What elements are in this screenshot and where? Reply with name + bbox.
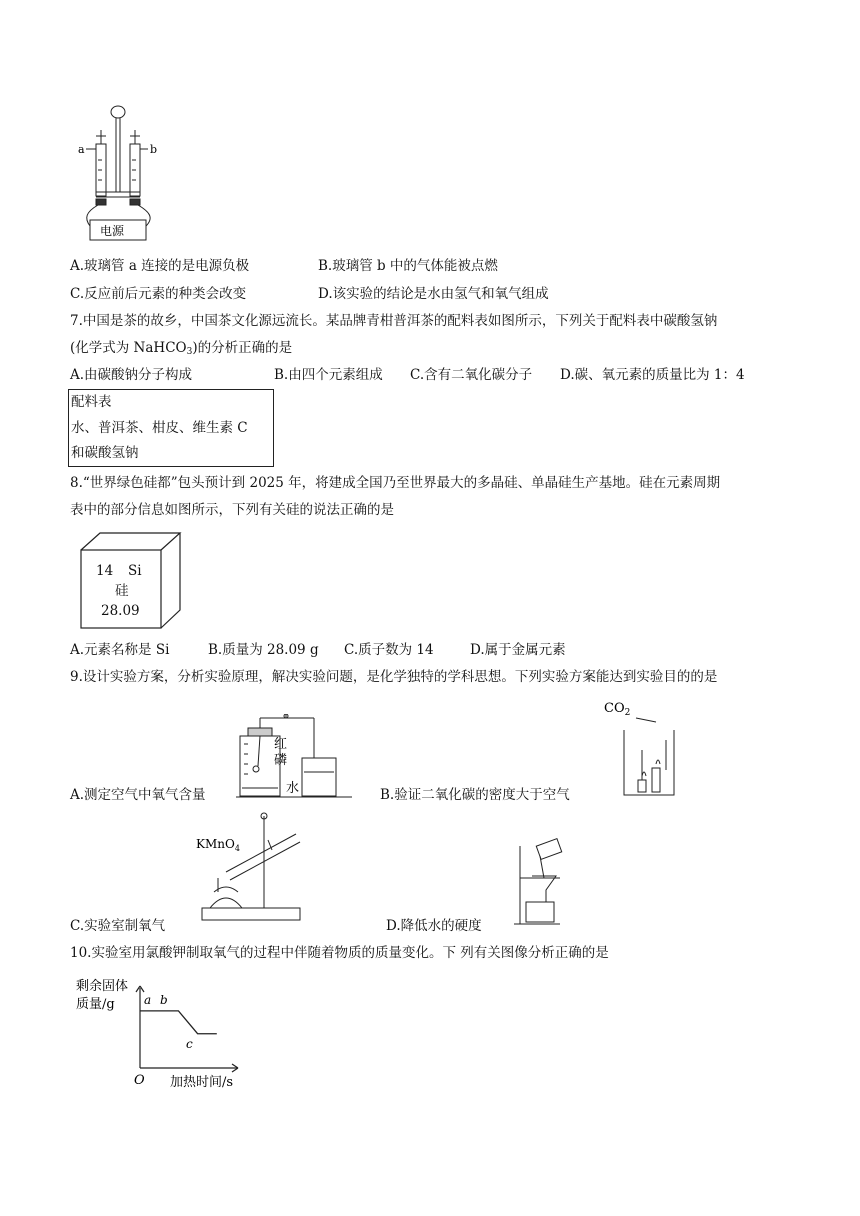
ingredient-list-line1: 水、普洱茶、柑皮、维生素 C xyxy=(71,420,248,436)
q9-option-d: D.降低水的硬度 xyxy=(386,918,482,934)
q7-formula-subscript: 3 xyxy=(186,347,193,357)
filtration-apparatus-figure xyxy=(510,836,576,926)
co2-label-main: CO xyxy=(604,701,625,716)
ingredient-list-box xyxy=(68,389,274,467)
ingredient-list-title: 配料表 xyxy=(71,394,112,410)
tube-b-label: b xyxy=(150,143,158,156)
kmno4-label xyxy=(196,837,240,853)
silicon-element-cell xyxy=(80,532,182,630)
q10-stem: 10.实验室用氯酸钾制取氧气的过程中伴随着物质的质量变化。下 列有关图像分析正确的是 xyxy=(70,945,609,961)
origin-label: O xyxy=(134,1073,145,1088)
phosphorus-label: 磷 xyxy=(274,753,288,768)
q6-option-a: A.玻璃管 a 连接的是电源负极 xyxy=(70,258,250,274)
point-b-label: b xyxy=(160,993,168,1007)
atomic-mass: 28.09 xyxy=(101,603,140,619)
q7-option-b: B.由四个元素组成 xyxy=(274,367,383,383)
mass-vs-time-chart-svg xyxy=(76,974,246,1092)
co2-density-apparatus-drawing xyxy=(602,700,676,798)
x-axis-label: 加热时间/s xyxy=(170,1075,234,1090)
y-axis-label-line2: 质量/g xyxy=(76,997,115,1012)
tube-a-label: a xyxy=(78,143,85,156)
q8-stem-line2: 表中的部分信息如图所示，下列有关硅的说法正确的是 xyxy=(70,502,394,518)
q8-option-b: B.质量为 28.09 g xyxy=(208,642,319,658)
mass-curve xyxy=(140,1011,217,1034)
q7-stem-line2-prefix: (化学式为 NaHCO xyxy=(70,340,187,356)
element-symbol: Si xyxy=(128,563,142,579)
point-a-label: a xyxy=(144,993,152,1007)
q8-option-a: A.元素名称是 Si xyxy=(70,642,170,658)
q7-option-d: D.碳、氧元素的质量比为 1：4 xyxy=(560,367,745,383)
q6-option-c: C.反应前后元素的种类会改变 xyxy=(70,286,247,302)
co2-label-subscript: 2 xyxy=(624,708,631,718)
water-label: 水 xyxy=(286,781,300,796)
kmno4-label-main: KMnO xyxy=(196,837,235,851)
ingredient-list-line2: 和碳酸氢钠 xyxy=(71,445,139,461)
q8-option-c: C.质子数为 14 xyxy=(344,642,434,658)
atomic-number: 14 xyxy=(96,563,114,579)
red-label: 红 xyxy=(274,737,288,752)
q7-option-c: C.含有二氧化碳分子 xyxy=(410,367,533,383)
y-axis-label-line1: 剩余固体 xyxy=(76,979,129,994)
q7-stem-line1: 7.中国是茶的故乡，中国茶文化源远流长。某品牌青柑普洱茶的配料表如图所示，下列关于配料表中碳酸氢钠 xyxy=(70,313,718,329)
oxygen-preparation-apparatus-figure xyxy=(196,812,312,924)
kmno4-label-subscript: 4 xyxy=(234,844,240,853)
q8-stem-line1: 8.“世界绿色硅都”包头预计到 2025 年，将建成全国乃至世界最大的多晶硅、单晶硅生产基地。硅在元素周期 xyxy=(70,475,721,491)
electrolysis-apparatus-drawing xyxy=(76,100,166,245)
power-source-label: 电源 xyxy=(100,224,125,238)
q7-stem-line2-suffix: )的分析正确的是 xyxy=(192,340,293,356)
oxygen-content-apparatus-drawing xyxy=(236,714,352,800)
mass-vs-time-chart xyxy=(76,974,246,1092)
filtration-apparatus-drawing xyxy=(510,836,576,926)
q6-option-d: D.该实验的结论是水由氢气和氧气组成 xyxy=(318,286,549,302)
co2-label xyxy=(604,701,630,718)
oxygen-content-apparatus-figure xyxy=(236,714,352,800)
q7-option-a: A.由碳酸钠分子构成 xyxy=(70,367,193,383)
q9-option-b: B.验证二氧化碳的密度大于空气 xyxy=(380,787,570,803)
q7-stem-line2 xyxy=(70,339,292,361)
q9-option-c: C.实验室制氧气 xyxy=(70,918,166,934)
co2-density-apparatus-figure xyxy=(602,700,676,798)
q9-stem: 9.设计实验方案，分析实验原理，解决实验问题，是化学独特的学科思想。下列实验方案能达到实验目的的是 xyxy=(70,669,718,685)
q9-option-a: A.测定空气中氧气含量 xyxy=(70,787,206,803)
q8-option-d: D.属于金属元素 xyxy=(470,642,566,658)
element-name: 硅 xyxy=(115,583,129,599)
q6-option-b: B.玻璃管 b 中的气体能被点燃 xyxy=(318,258,498,274)
point-c-label: c xyxy=(186,1037,193,1051)
oxygen-preparation-apparatus-drawing xyxy=(196,812,312,924)
electrolysis-apparatus-figure xyxy=(76,100,166,245)
